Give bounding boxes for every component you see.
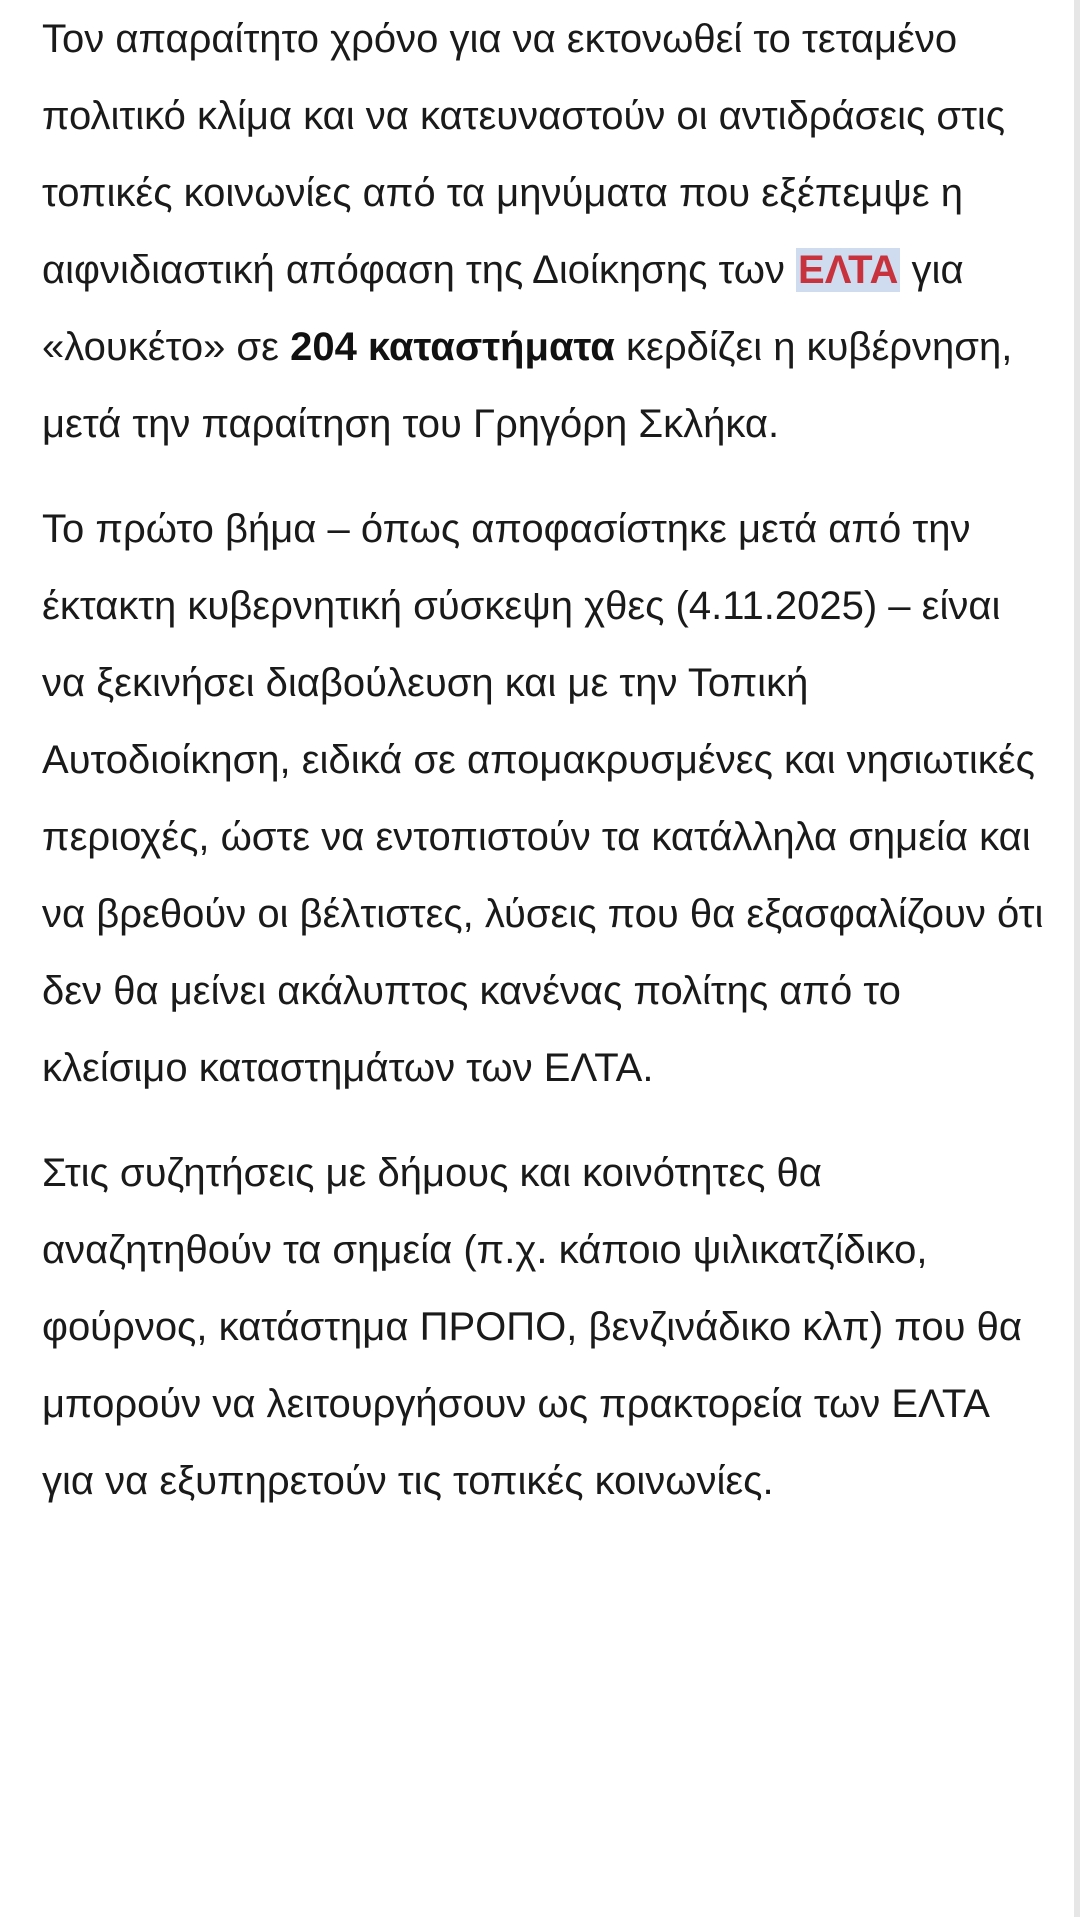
paragraph-3: Στις συζητήσεις με δήμους και κοινότητες θα αναζητηθούν τα σημεία (π.χ. κάποιο ψιλικατζίδικο, φούρνος, κατάστημα ΠΡΟΠΟ, βενζινάδικο κλπ) που θα μπορούν να λειτουργήσουν ως πρακτορεία των ΕΛΤΑ για να εξυπηρετούν τις τοπικές κοινωνίες.	[42, 1151, 1022, 1503]
stores-count-bold: 204 καταστήματα	[290, 325, 615, 369]
scrollbar-track[interactable]	[1074, 0, 1080, 1917]
paragraph-2: Το πρώτο βήμα – όπως αποφασίστηκε μετά από την έκτακτη κυβερνητική σύσκεψη χθες (4.11.2025) – είναι να ξεκινήσει διαβούλευση και με την Τοπική Αυτοδιοίκηση, ειδικά σε απομακρυσμένες και νησιωτικές περιοχές, ώστε να εντοπιστούν τα κατάλληλα σημεία και να βρεθούν οι βέλτιστες, λύσεις που θα εξασφαλίζουν ότι δεν θα μείνει ακάλυπτος κανένας πολίτης από το κλείσιμο καταστημάτων των ΕΛΤΑ.	[42, 507, 1044, 1090]
elta-link[interactable]: ΕΛΤΑ	[798, 248, 899, 292]
paragraph-1-text-start: Τον απαραίτητο χρόνο για να εκτονωθεί το τεταμένο πολιτικό κλίμα και να κατευναστούν οι αντιδράσεις στις τοπικές κοινωνίες από τα μηνύματα που εξέπεμψε η αιφνιδιαστική απόφαση της Διοίκησης των	[42, 17, 1006, 292]
paragraph-1-text-end: κερδίζει η κυβέρνηση, μετά την παραίτηση του Γρηγόρη Σκλήκα.	[42, 325, 1013, 446]
paragraph-1	[42, 1, 1046, 463]
paragraph-1-text-middle: για «λουκέτο» σε	[42, 248, 964, 369]
article-body	[42, 0, 1046, 1520]
